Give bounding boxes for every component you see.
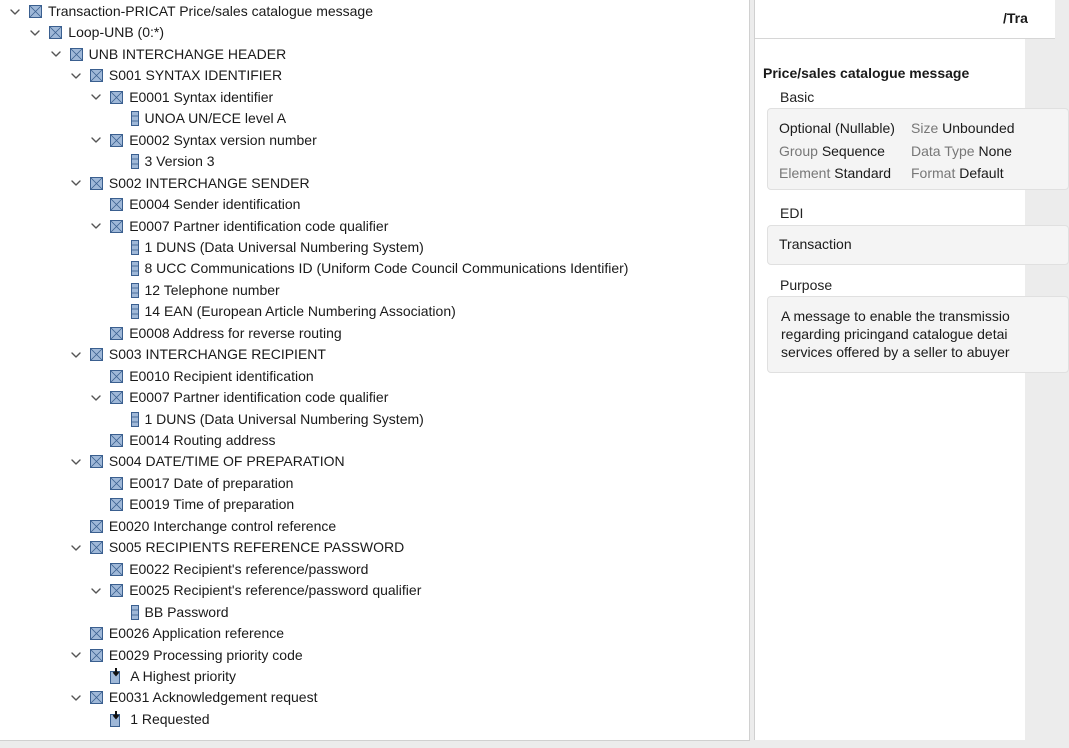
segment-icon	[29, 5, 42, 18]
tree-spacer	[111, 306, 123, 318]
chevron-down-icon[interactable]	[70, 649, 82, 661]
tree-node-label: E0010 Recipient identification	[129, 367, 314, 384]
tree-spacer	[90, 370, 102, 382]
tree-node-label: 12 Telephone number	[144, 281, 280, 298]
tree-node-label: E0007 Partner identification code qualifier	[129, 389, 389, 406]
optional-property	[779, 120, 895, 136]
edi-section	[767, 225, 1069, 265]
tree-row[interactable]	[90, 559, 368, 580]
tree-row[interactable]	[70, 344, 326, 365]
tree-spacer	[90, 670, 102, 682]
chevron-down-icon[interactable]	[90, 392, 102, 404]
tree-row[interactable]	[90, 366, 313, 387]
optional-value: (Nullable)	[835, 120, 895, 136]
chevron-down-icon[interactable]	[70, 349, 82, 361]
format-property	[911, 165, 1004, 181]
tree-node-label: E0004 Sender identification	[129, 196, 301, 213]
tree-row[interactable]	[70, 516, 336, 537]
tree-node-label: UNB INTERCHANGE HEADER	[88, 45, 287, 62]
tree-node-label: 1 Requested	[130, 710, 210, 727]
tree-node-label: E0026 Application reference	[108, 625, 285, 642]
basic-section	[767, 108, 1069, 190]
tree-row[interactable]	[90, 216, 388, 237]
code-icon	[131, 283, 139, 298]
segment-icon	[110, 327, 123, 340]
tree-row[interactable]	[111, 409, 424, 430]
tree-node-label: S001 SYNTAX IDENTIFIER	[108, 67, 283, 84]
tree-node-label: S003 INTERCHANGE RECIPIENT	[108, 346, 326, 363]
tree-row[interactable]	[50, 44, 287, 65]
tree-node-label: E0020 Interchange control reference	[108, 517, 337, 534]
chevron-down-icon[interactable]	[90, 220, 102, 232]
segment-icon	[110, 220, 123, 233]
datatype-property	[911, 143, 1012, 159]
tree-spacer	[90, 435, 102, 447]
tree-row[interactable]	[9, 1, 373, 22]
tree-spacer	[111, 413, 123, 425]
tree-spacer	[90, 563, 102, 575]
segment-icon	[110, 477, 123, 490]
tree-row[interactable]	[90, 194, 300, 215]
chevron-down-icon[interactable]	[70, 70, 82, 82]
tree-node-label: E0002 Syntax version number	[129, 131, 317, 148]
chevron-down-icon[interactable]	[70, 692, 82, 704]
tree-row[interactable]	[90, 494, 294, 515]
segment-icon	[110, 91, 123, 104]
tree-node-label: 8 UCC Communications ID (Uniform Code Council Communications Identifier)	[144, 260, 629, 277]
code-icon	[131, 304, 139, 319]
tree-spacer	[111, 241, 123, 253]
tree-node-label: E0017 Date of preparation	[129, 474, 294, 491]
tree-node-label: E0029 Processing priority code	[108, 646, 303, 663]
tree-spacer	[70, 628, 82, 640]
size-property	[911, 120, 1015, 136]
tree-spacer	[111, 156, 123, 168]
format-key: Format	[911, 165, 956, 181]
tree-node-label: 1 DUNS (Data Universal Numbering System)	[144, 238, 424, 255]
tree-node-label: E0007 Partner identification code qualifier	[129, 217, 389, 234]
element-value: Standard	[834, 165, 892, 181]
tree-row[interactable]	[111, 602, 229, 623]
tree-row[interactable]	[90, 580, 421, 601]
segment-icon	[70, 48, 83, 61]
segment-icon	[90, 649, 103, 662]
tree-node-label: S005 RECIPIENTS REFERENCE PASSWORD	[108, 539, 405, 556]
tree-row[interactable]	[90, 709, 209, 730]
group-key: Group	[779, 143, 818, 159]
tree-spacer	[70, 520, 82, 532]
segment-icon	[110, 434, 123, 447]
tree-row[interactable]	[70, 687, 318, 708]
segment-icon	[110, 391, 123, 404]
tree-row[interactable]	[70, 173, 310, 194]
chevron-down-icon[interactable]	[90, 134, 102, 146]
datatype-value: None	[978, 143, 1012, 159]
chevron-down-icon[interactable]	[9, 6, 21, 18]
tree-row[interactable]	[90, 666, 236, 687]
tree-node-label: A Highest priority	[130, 667, 237, 684]
code-icon	[131, 240, 139, 255]
tree-row[interactable]	[111, 151, 215, 172]
group-property	[779, 143, 885, 159]
segment-icon	[90, 348, 103, 361]
chevron-down-icon[interactable]	[90, 91, 102, 103]
detail-header	[755, 0, 1055, 39]
tree-node-label: E0014 Routing address	[129, 432, 276, 448]
chevron-down-icon[interactable]	[70, 177, 82, 189]
segment-icon	[90, 455, 103, 468]
tree-node-label: E0025 Recipient's reference/password qualifier	[129, 582, 422, 599]
purpose-text-line: A message to enable the transmissio	[781, 308, 1010, 324]
tree-node-label: E0022 Recipient's reference/password	[129, 560, 369, 577]
tree-row[interactable]	[90, 87, 273, 108]
code-icon	[131, 605, 139, 620]
tree-spacer	[111, 284, 123, 296]
optional-key: Optional	[779, 120, 832, 136]
code-icon	[131, 412, 139, 427]
tree-row[interactable]	[111, 237, 424, 258]
tree-node-label: Loop-UNB (0:*)	[68, 24, 164, 41]
datatype-key: Data Type	[911, 143, 975, 159]
chevron-down-icon[interactable]	[70, 542, 82, 554]
tree-spacer	[111, 606, 123, 618]
detail-header-title: /Tra	[1003, 10, 1028, 26]
size-key: Size	[911, 120, 939, 136]
tree-spacer	[111, 263, 123, 275]
tree-node-label: S002 INTERCHANGE SENDER	[108, 174, 310, 191]
size-value: Unbounded	[942, 120, 1015, 136]
tree-node-label: S004 DATE/TIME OF PREPARATION	[108, 453, 345, 470]
segment-icon	[90, 177, 103, 190]
tree-row[interactable]	[111, 258, 629, 279]
tree-node-label: UNOA UN/ECE level A	[144, 110, 287, 127]
tree-row[interactable]	[70, 623, 284, 644]
segment-icon	[110, 370, 123, 383]
segment-icon	[110, 584, 123, 597]
segment-icon	[90, 541, 103, 554]
tree-row[interactable]	[90, 387, 388, 408]
tree-row[interactable]	[90, 473, 293, 494]
chevron-down-icon[interactable]	[50, 48, 62, 60]
edi-section-label: EDI	[780, 205, 804, 221]
tree-node-label: E0031 Acknowledgement request	[108, 689, 318, 706]
value-icon	[110, 668, 124, 684]
tree-spacer	[111, 113, 123, 125]
tree-spacer	[90, 713, 102, 725]
segment-icon	[110, 198, 123, 211]
segment-icon	[90, 520, 103, 533]
basic-section-label: Basic	[780, 89, 815, 105]
tree-row[interactable]	[111, 301, 456, 322]
chevron-down-icon[interactable]	[29, 27, 41, 39]
segment-icon	[90, 627, 103, 640]
chevron-down-icon[interactable]	[90, 585, 102, 597]
tree-row[interactable]	[70, 537, 404, 558]
tree-row[interactable]	[70, 65, 282, 86]
purpose-text-line: services offered by a seller to abuyer	[781, 344, 1010, 360]
segment-icon	[49, 26, 62, 39]
value-icon	[110, 711, 124, 727]
tree-node-label: E0019 Time of preparation	[129, 496, 295, 513]
tree-spacer	[90, 477, 102, 489]
code-icon	[131, 111, 139, 126]
tree-node-label: BB Password	[144, 603, 229, 620]
chevron-down-icon[interactable]	[70, 456, 82, 468]
tree-row[interactable]	[90, 130, 317, 151]
group-value: Sequence	[821, 143, 885, 159]
code-icon	[131, 154, 139, 169]
segment-icon	[110, 134, 123, 147]
tree-node-label: 1 DUNS (Data Universal Numbering System)	[144, 410, 424, 427]
tree-row[interactable]	[111, 280, 280, 301]
purpose-text-line: regarding pricingand catalogue detai	[781, 326, 1008, 342]
tree-row[interactable]	[70, 451, 345, 472]
tree-spacer	[90, 327, 102, 339]
tree-spacer	[90, 199, 102, 211]
tree-row[interactable]	[90, 430, 275, 451]
edi-value: Transaction	[779, 236, 852, 252]
purpose-section	[767, 296, 1069, 373]
detail-panel	[754, 0, 1028, 740]
format-value: Default	[959, 165, 1004, 181]
tree-node-label: 3 Version 3	[144, 153, 215, 170]
tree-row[interactable]	[70, 645, 303, 666]
code-icon	[131, 261, 139, 276]
tree-node-label: Transaction-PRICAT Price/sales catalogue message	[48, 3, 373, 19]
tree-node-label: E0008 Address for reverse routing	[129, 324, 342, 341]
segment-icon	[110, 498, 123, 511]
segment-icon	[110, 563, 123, 576]
tree-node-label: E0001 Syntax identifier	[129, 88, 274, 105]
tree-row[interactable]	[29, 22, 164, 43]
purpose-section-label: Purpose	[780, 277, 833, 293]
segment-icon	[90, 691, 103, 704]
tree-node-label: 14 EAN (European Article Numbering Association)	[144, 303, 456, 320]
element-property	[779, 165, 891, 181]
tree-row[interactable]	[111, 108, 287, 129]
segment-icon	[90, 69, 103, 82]
tree-row[interactable]	[90, 323, 341, 344]
tree-spacer	[90, 499, 102, 511]
element-key: Element	[779, 165, 831, 181]
detail-title: Price/sales catalogue message	[763, 65, 970, 81]
